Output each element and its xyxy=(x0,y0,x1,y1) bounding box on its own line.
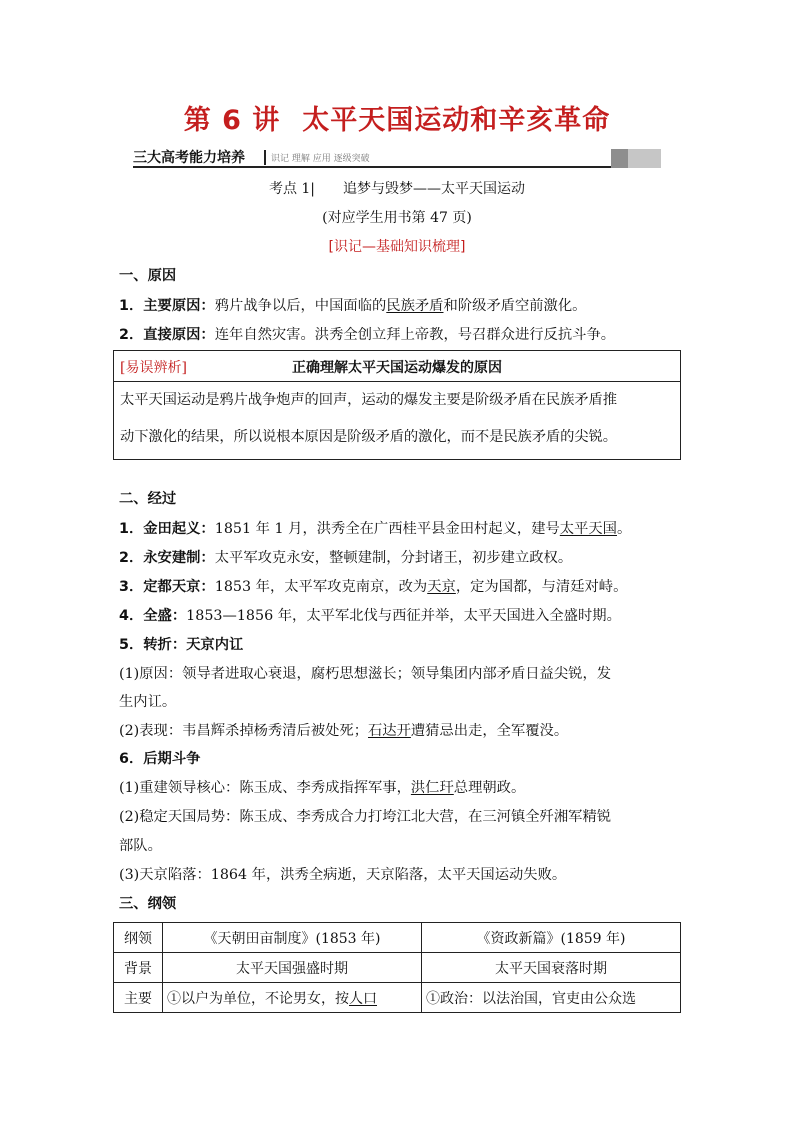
table-cell: 《天朝田亩制度》(1853 年) xyxy=(163,923,422,953)
table-row xyxy=(114,923,681,953)
table-cell: ①政治：以法治国，官吏由公众选 xyxy=(422,983,681,1013)
table-cell: 《资政新篇》(1859 年) xyxy=(422,923,681,953)
banner-block-dark xyxy=(611,149,628,168)
box-title: 正确理解太平天国运动爆发的原因 xyxy=(292,360,502,376)
underlined-term: 人口 xyxy=(349,990,377,1007)
process-item-5: 5．转折：天京内讧 xyxy=(119,637,244,653)
table-cell: 主要 xyxy=(114,983,163,1013)
lecture-title: 太平天国运动和辛亥革命 xyxy=(302,105,611,136)
banner-divider xyxy=(264,150,266,165)
table-row xyxy=(114,983,681,1013)
table-cell: 纲领 xyxy=(114,923,163,953)
topic-text: 追梦与毁梦——太平天国运动 xyxy=(343,181,526,197)
item5-reason-line2: 生内讧。 xyxy=(119,694,177,710)
misconception-box xyxy=(113,350,681,460)
heading-causes: 一、原因 xyxy=(119,268,177,284)
section-tag: [识记—基础知识梳理] xyxy=(328,239,466,255)
table-cell: 太平天国强盛时期 xyxy=(163,953,422,983)
page-title xyxy=(0,98,794,137)
table-cell: ①以户为单位，不论男女，按人口 xyxy=(163,983,422,1013)
heading-program: 三、纲领 xyxy=(119,896,177,912)
cause-main: 1．主要原因：鸦片战争以后，中国面临的民族矛盾和阶级矛盾空前激化。 xyxy=(119,298,587,314)
item6-stabilize-line1: (2)稳定天国局势：陈玉成、李秀成合力打垮江北大营，在三河镇全歼湘军精锐 xyxy=(119,809,612,825)
underlined-term: 天京 xyxy=(427,579,456,595)
underlined-term: 洪仁玕 xyxy=(410,780,454,796)
item5-manifestation: (2)表现：韦昌辉杀掉杨秀清后被处死；石达开遭猜忌出走，全军覆没。 xyxy=(119,723,569,739)
lecture-number: 第 6 讲 xyxy=(183,105,281,136)
box-divider xyxy=(114,381,680,382)
heading-process: 二、经过 xyxy=(119,491,177,507)
process-item-2: 2．永安建制：太平军攻克永安，整顿建制，分封诸王，初步建立政权。 xyxy=(119,550,573,566)
box-text-line2: 动下激化的结果，所以说根本原因是阶级矛盾的激化，而不是民族矛盾的尖锐。 xyxy=(120,429,617,445)
process-item-3: 3．定都天京：1853 年，太平军攻克南京，改为天京，定为国都，与清廷对峙。 xyxy=(119,579,628,595)
program-table xyxy=(113,922,681,1013)
box-tag: [易误辨析] xyxy=(120,360,187,376)
topic-heading xyxy=(0,178,794,198)
item6-fall: (3)天京陷落：1864 年，洪秀全病逝，天京陷落，太平天国运动失败。 xyxy=(119,867,567,883)
underlined-term: 石达开 xyxy=(368,723,411,739)
item6-leadership: (1)重建领导核心：陈玉成、李秀成指挥军事，洪仁玕总理朝政。 xyxy=(119,780,526,796)
underlined-term: 民族矛盾 xyxy=(386,298,444,314)
process-item-4: 4．全盛：1853—1856 年，太平军北伐与西征并举，太平天国进入全盛时期。 xyxy=(119,608,621,624)
item5-reason-line1: (1)原因：领导者进取心衰退，腐朽思想滋长；领导集团内部矛盾日益尖锐，发 xyxy=(119,666,612,682)
cause-direct: 2．直接原因：连年自然灾害。洪秀全创立拜上帝教，号召群众进行反抗斗争。 xyxy=(119,327,616,343)
topic-label: 考点 1| xyxy=(268,181,316,197)
reference-note: (对应学生用书第 47 页) xyxy=(322,210,472,226)
table-row xyxy=(114,953,681,983)
banner-block-light xyxy=(628,149,661,168)
box-text-line1: 太平天国运动是鸦片战争炮声的回声，运动的爆发主要是阶级矛盾在民族矛盾推 xyxy=(120,392,617,408)
banner-title: 三大高考能力培养 xyxy=(133,150,245,166)
table-cell: 背景 xyxy=(114,953,163,983)
banner-subtitle: 识记 理解 应用 逐级突破 xyxy=(271,154,370,164)
process-item-6: 6．后期斗争 xyxy=(119,751,201,767)
underlined-term: 太平天国 xyxy=(559,521,617,537)
section-banner xyxy=(133,149,661,168)
process-item-1: 1．金田起义：1851 年 1 月，洪秀全在广西桂平县金田村起义，建号太平天国。 xyxy=(119,521,632,537)
table-cell: 太平天国衰落时期 xyxy=(422,953,681,983)
banner-rule xyxy=(133,166,611,168)
item6-stabilize-line2: 部队。 xyxy=(119,838,162,854)
